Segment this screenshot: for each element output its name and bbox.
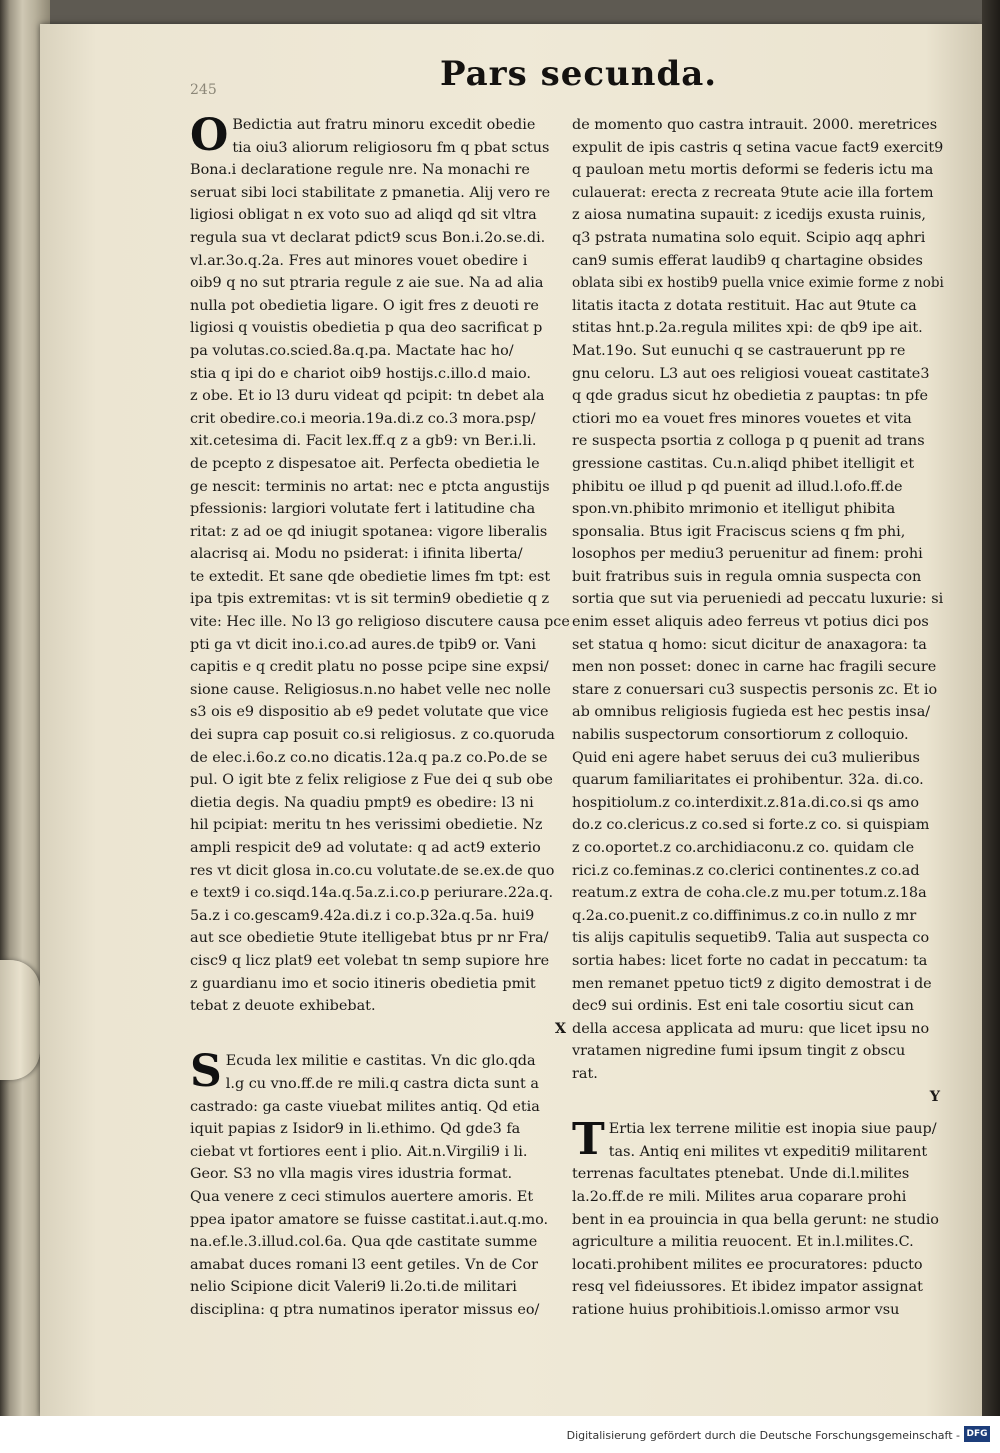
text-line-content: sione cause. Religiosus.n.no habet velle nec nolle [190, 681, 551, 698]
text-line-content: locati.prohibent milites ee procuratores: pducto [572, 1256, 923, 1273]
text-line-content: ritat: z ad oe qd iniugit spotanea: vigore liberalis [190, 523, 548, 540]
text-line-content: litatis itacta z dotata restituit. Hac aut 9tute ca [572, 297, 917, 314]
text-line [190, 792, 570, 815]
text-line [572, 340, 944, 363]
text-line-content: ge nescit: terminis no artat: nec e ptcta angustijs [190, 478, 550, 495]
text-line-content: alacrisq ai. Modu no psiderat: i ifinita liberta/ [190, 546, 523, 563]
text-line [572, 363, 944, 386]
text-line-content: seruat sibi loci stabilitate z pmanetia. Alij vero re [190, 184, 551, 201]
text-line-content: set statua q homo: sicut dicitur de anaxagora: ta [572, 636, 927, 653]
text-line [190, 814, 570, 837]
text-line [190, 159, 570, 182]
text-line-content: dec9 sui ordinis. Est eni tale cosortiu sicut can [572, 998, 914, 1015]
text-line-content: can9 sumis efferat laudib9 q chartagine obsides [572, 252, 923, 269]
text-line [190, 385, 570, 408]
text-line [190, 679, 570, 702]
text-line-content: q.2a.co.puenit.z co.diffinimus.z co.in nullo z mr [572, 907, 917, 924]
text-line-content: rat. [572, 1065, 598, 1082]
text-line-content: tia oiu3 aliorum religiosoru fm q pbat sctus [232, 139, 550, 156]
text-line-content: tebat z deuote exhibebat. [190, 998, 376, 1015]
text-line-content: men remanet ppetuo tict9 z digito demostrat i de [572, 975, 932, 992]
text-line [190, 701, 570, 724]
text-line [190, 182, 570, 205]
text-line-content: Qua venere z ceci stimulos auertere amoris. Et [190, 1188, 534, 1205]
text-line-content: quarum familiaritates ei prohibentur. 32a. di.co. [572, 772, 924, 789]
text-line-content: z obe. Et io l3 duru videat qd pcipit: tn debet ala [190, 388, 545, 405]
text-line-content: della accesa applicata ad muru: que licet ipsu no [572, 1020, 930, 1037]
text-line [572, 860, 944, 883]
text-line-content: la.2o.ff.de re mili. Milites arua coparare prohi [572, 1188, 907, 1205]
text-line-content: men non posset: donec in carne hac fragili secure [572, 659, 937, 676]
text-line-content: vite: Hec ille. No l3 go religioso discutere causa pce [190, 614, 570, 631]
text-line-content: disciplina: q ptra numatinos iperator missus eo/ [190, 1301, 540, 1318]
text-line [572, 1040, 944, 1063]
text-line-content: Ertia lex terrene militie est inopia siue paup/ [608, 1121, 937, 1138]
text-line-content: sponsalia. Btus igit Fraciscus sciens q fm phi, [572, 523, 906, 540]
quire-signature: Y [929, 1087, 940, 1105]
text-line [572, 769, 944, 792]
text-line-content: pti ga vt dicit ino.i.co.ad aures.de tpib9 or. Vani [190, 636, 536, 653]
text-line [572, 679, 944, 702]
text-line [572, 204, 944, 227]
text-line [572, 882, 944, 905]
left-text-column [190, 110, 570, 1321]
initial-capital: O [190, 110, 229, 161]
text-line [190, 634, 570, 657]
text-line [190, 1209, 570, 1232]
text-line [572, 927, 944, 950]
text-line [572, 973, 944, 996]
section-gap [190, 1040, 570, 1050]
text-line-content: resq vel fideiussores. Et ibidez impator assignat [572, 1279, 923, 1296]
text-line [572, 476, 944, 499]
text-line [190, 950, 570, 973]
text-line [190, 927, 570, 950]
text-line [190, 860, 570, 883]
text-line [190, 250, 570, 273]
text-line [572, 1254, 944, 1277]
text-line [572, 1209, 944, 1232]
text-line [190, 905, 570, 928]
text-line [572, 1276, 944, 1299]
text-line [572, 430, 944, 453]
text-line-content: losophos per mediu3 peruenitur ad finem: prohi [572, 546, 923, 563]
text-line [190, 588, 570, 611]
text-line [572, 317, 944, 340]
funding-note: Digitalisierung gefördert durch die Deutsche Forschungsgemeinschaft - [566, 1429, 960, 1442]
text-line [190, 566, 570, 589]
text-line-content: stitas hnt.p.2a.regula milites xpi: de qb9 ipe ait. [572, 320, 923, 337]
text-line-content: res vt dicit glosa in.co.cu volutate.de se.ex.de quo [190, 862, 555, 879]
section-gap [572, 1108, 944, 1118]
text-line [190, 1276, 570, 1299]
text-line-content: hospitiolum.z co.interdixit.z.81a.di.co.si qs amo [572, 794, 920, 811]
text-line-content: pfessionis: largiori volutate fert i latitudine cha [190, 501, 536, 518]
text-line-content: pul. O igit bte z felix religiose z Fue dei q sub obe [190, 772, 553, 789]
text-line [190, 521, 570, 544]
text-line [190, 973, 570, 996]
quire-signature: X [554, 1019, 566, 1037]
text-line-content: q3 pstrata numatina solo equit. Scipio aqq aphri [572, 229, 926, 246]
text-line [190, 1118, 570, 1141]
text-line [190, 1096, 570, 1119]
text-line-content: z co.oportet.z co.archidiaconu.z co. quidam cle [572, 840, 915, 856]
text-line-content: Ecuda lex militie e castitas. Vn dic glo.qda [225, 1053, 536, 1070]
text-line [190, 430, 570, 453]
text-line-content: hil pcipiat: meritu tn hes verissimi obedietie. Nz [190, 817, 543, 834]
book-clasp [0, 960, 40, 1080]
text-line [572, 114, 944, 137]
initial-capital: S [190, 1046, 222, 1098]
text-line [572, 792, 944, 815]
page-running-title: Pars secunda. [440, 54, 718, 94]
text-line [572, 1063, 944, 1086]
text-line [572, 1018, 944, 1041]
text-line [190, 363, 570, 386]
text-line-content: s3 ois e9 dispositio ab e9 pedet volutate que vice [190, 704, 549, 721]
text-line [572, 453, 944, 476]
text-line-content: spon.vn.phibito mrimonio et itelligut phibita [572, 501, 896, 518]
text-line-content: pa volutas.co.scied.8a.q.pa. Mactate hac ho/ [190, 342, 514, 359]
text-line-content: re suspecta psortia z colloga p q puenit ad trans [572, 433, 925, 450]
text-line [572, 905, 944, 928]
text-line-content: culauerat: erecta z recreata 9tute acie illa fortem [572, 184, 934, 201]
text-line [190, 453, 570, 476]
text-line-content: de pcepto z dispesatoe ait. Perfecta obedietia le [190, 455, 540, 472]
text-line [190, 476, 570, 499]
text-line-content: e text9 i co.siqd.14a.q.5a.z.i.co.p periurare.22a.q. [190, 885, 554, 902]
facing-page-edge [982, 0, 1000, 1453]
text-line-content: de elec.i.6o.z co.no dicatis.12a.q pa.z co.Po.de se [190, 749, 548, 766]
text-line-content: iquit papias z Isidor9 in li.ethimo. Qd gde3 fa [190, 1121, 521, 1138]
text-line-content: gnu celoru. L3 aut oes religiosi voueat castitate3 [572, 365, 930, 382]
text-line-content: q qde gradus sicut hz obedietia z pauptas: tn pfe [572, 388, 929, 405]
text-line-content: nabilis suspectorum consortiorum z colloquio. [572, 727, 909, 744]
text-line [190, 1299, 570, 1322]
text-line [190, 1141, 570, 1164]
text-line-content: phibitu oe illud p qd puenit ad illud.l.ofo.ff.de [572, 478, 903, 495]
text-line [609, 1141, 944, 1164]
text-line-content: dietia degis. Na quadiu pmpt9 es obedire: l3 ni [190, 794, 534, 811]
text-line-content: Mat.19o. Sut eunuchi q se castrauerunt pp re [572, 342, 906, 359]
text-line [572, 159, 944, 182]
text-line-content: aut sce obedietie 9tute itelligebat btus pr nr Fra/ [190, 930, 549, 947]
text-line [190, 656, 570, 679]
text-line [190, 272, 570, 295]
text-line-content: ctiori mo ea vouet fres minores vouetes et vita [572, 410, 912, 427]
text-line [609, 1118, 944, 1141]
text-line-content: expulit de ipis castris q setina vacue fact9 exercit9 [572, 139, 944, 156]
text-line [572, 182, 944, 205]
text-line-content: stia q ipi do e chariot oib9 hostijs.c.illo.d maio. [190, 365, 532, 382]
text-line [572, 295, 944, 318]
text-line-content: Quid eni agere habet seruus dei cu3 mulieribus [572, 749, 920, 766]
text-line [190, 227, 570, 250]
text-line-content: de momento quo castra intrauit. 2000. meretrices [572, 117, 938, 133]
text-line [572, 814, 944, 837]
text-line [226, 1050, 570, 1073]
text-line [572, 588, 944, 611]
text-line-content: Bedictia aut fratru minoru excedit obedie [232, 117, 536, 133]
text-line-content: vratamen nigredine fumi ipsum tingit z obscu [572, 1043, 906, 1060]
text-line [572, 566, 944, 589]
text-line [572, 611, 944, 634]
text-line-content: regula sua vt declarat pdict9 scus Bon.i.2o.se.di. [190, 229, 546, 246]
text-line-content: stare z conuersari cu3 suspectis personis zc. Et io [572, 681, 938, 698]
text-line-content: ipa tpis extremitas: vt is sit termin9 obedietie q z [190, 591, 550, 608]
text-line-content: reatum.z extra de coha.cle.z mu.per totum.z.18a [572, 885, 927, 902]
text-line [190, 611, 570, 634]
text-line-content: 5a.z i co.gescam9.42a.di.z i co.p.32a.q.5a. hui9 [190, 907, 535, 924]
text-line-content: capitis e q credit platu no posse pcipe sine expsi/ [190, 659, 549, 676]
text-line-content: gressione castitas. Cu.n.aliqd phibet itelligit et [572, 455, 915, 472]
text-line [572, 656, 944, 679]
text-line-content: l.g cu vno.ff.de re mili.q castra dicta sunt a [225, 1075, 539, 1092]
text-line [572, 634, 944, 657]
text-line-content: crit obedire.co.i meoria.19a.di.z co.3 mora.psp/ [190, 410, 536, 427]
text-line [572, 521, 944, 544]
text-line-content: ppea ipator amatore se fuisse castitat.i.aut.q.mo. [190, 1211, 549, 1228]
text-line-content: cisc9 q licz plat9 eet volebat tn semp supiore hre [190, 952, 550, 969]
text-line-content: na.ef.le.3.illud.col.6a. Qua qde castitate summe [190, 1234, 538, 1251]
text-line-content: bent in ea prouincia in qua bella gerunt: ne studio [572, 1211, 939, 1228]
text-line [572, 701, 944, 724]
text-line-content: terrenas facultates ptenebat. Unde di.l.milites [572, 1166, 910, 1183]
text-line [572, 747, 944, 770]
text-line [190, 747, 570, 770]
text-line [572, 1299, 944, 1322]
text-line-content: nelio Scipione dicit Valeri9 li.2o.ti.de militari [190, 1279, 517, 1296]
text-line [232, 137, 570, 160]
text-line [190, 498, 570, 521]
text-line-content: vl.ar.3o.q.2a. Fres aut minores vouet obedire i [190, 252, 528, 269]
text-line-content: q pauloan metu mortis deformi se federis ictu ma [572, 162, 934, 179]
text-line-content: xit.cetesima di. Facit lex.ff.q z a gb9: vn Ber.i.li. [190, 433, 537, 450]
text-line [572, 724, 944, 747]
text-line [232, 114, 570, 137]
text-line [190, 295, 570, 318]
text-line-content: dei supra cap posuit co.si religiosus. z co.quoruda [190, 727, 555, 744]
text-line [190, 1231, 570, 1254]
text-line [190, 543, 570, 566]
text-line [572, 272, 944, 295]
text-line-content: oblata sibi ex hostib9 puella vnice eximie forme z nobi [572, 275, 944, 292]
text-line [190, 1186, 570, 1209]
text-line [572, 950, 944, 973]
dfg-logo: DFG [964, 1426, 990, 1442]
text-line [190, 882, 570, 905]
text-line [572, 408, 944, 431]
text-line-content: z aiosa numatina supauit: z icedijs exusta ruinis, [572, 207, 927, 224]
text-line [572, 137, 944, 160]
text-line-content: ligiosi q vouistis obedietia p qua deo sacrificat p [190, 320, 543, 337]
text-line-content: sortia que sut via perueniedi ad peccatu luxurie: si [572, 591, 944, 608]
text-line-content: amabat duces romani l3 eent getiles. Vn de Cor [190, 1256, 539, 1273]
text-line-content: Geor. S3 no vlla magis vires idustria format. [190, 1166, 513, 1183]
text-line-content: nulla pot obedietia ligare. O igit fres z deuoti re [190, 297, 539, 314]
text-line [190, 769, 570, 792]
text-line [572, 250, 944, 273]
text-line [572, 837, 944, 860]
text-line-content: sortia habes: licet forte no cadat in peccatum: ta [572, 952, 928, 969]
text-line [572, 227, 944, 250]
text-line-content: ratione huius prohibitiois.l.omisso armor vsu [572, 1301, 900, 1318]
text-line [190, 995, 570, 1018]
text-line-content: ab omnibus religiosis fugieda est hec pestis insa/ [572, 704, 931, 721]
text-line-content: buit fratribus suis in regula omnia suspecta con [572, 568, 922, 585]
text-line [572, 498, 944, 521]
text-line [190, 724, 570, 747]
text-line [190, 837, 570, 860]
text-line-content: te extedit. Et sane qde obedietie limes fm tpt: est [190, 568, 551, 585]
text-line-content: enim esset aliquis adeo ferreus vt potius dici pos [572, 614, 929, 631]
text-line-content: rici.z co.feminas.z co.clerici continentes.z co.ad [572, 862, 920, 879]
text-line [572, 385, 944, 408]
text-line-content: z guardianu imo et socio itineris obedietia pmit [190, 975, 536, 992]
text-line-content: oib9 q no sut ptraria regule z aie sue. Na ad alia [190, 275, 544, 292]
right-text-column [572, 114, 944, 1321]
text-line-content: agriculture a militia reuocent. Et in.l.milites.C. [572, 1234, 914, 1251]
text-line-content: Bona.i declaratione regule nre. Na monachi re [190, 162, 530, 179]
text-line [190, 1254, 570, 1277]
text-line [572, 1163, 944, 1186]
text-line-content: tis alijs capitulis sequetib9. Talia aut suspecta co [572, 930, 930, 947]
text-line [572, 995, 944, 1018]
text-line [190, 317, 570, 340]
text-line-content: tas. Antiq eni milites vt expediti9 militarent [608, 1143, 928, 1160]
text-line [226, 1073, 570, 1096]
initial-capital: T [572, 1114, 605, 1166]
folio-number: 245 [190, 82, 217, 98]
text-line [572, 543, 944, 566]
text-line [572, 1186, 944, 1209]
text-line [190, 204, 570, 227]
text-line-content: ampli respicit de9 ad volutate: q ad act9 exterio [190, 840, 541, 856]
text-line [190, 340, 570, 363]
text-line [190, 408, 570, 431]
text-line [190, 1163, 570, 1186]
text-line-content: ligiosi obligat n ex voto suo ad aliqd qd sit vltra [190, 207, 537, 224]
text-line-content: castrado: ga caste viuebat milites antiq. Qd etia [190, 1098, 540, 1115]
text-line-content: ciebat vt fortiores eent i plio. Ait.n.Virgili9 i li. [190, 1143, 528, 1160]
text-line-content: do.z co.clericus.z co.sed si forte.z co. si quispiam [572, 817, 930, 834]
text-line [572, 1231, 944, 1254]
